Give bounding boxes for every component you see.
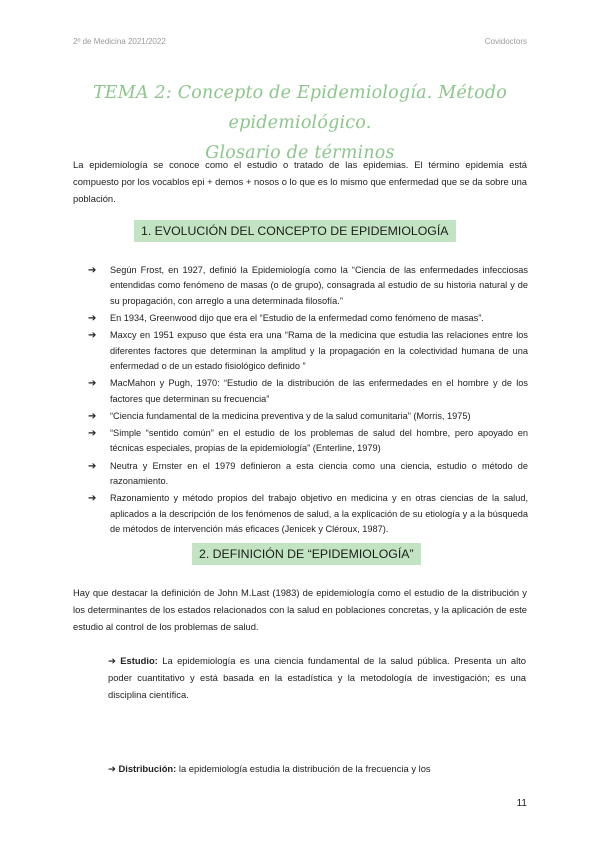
section-2-heading: 2. DEFINICIÓN DE “EPIDEMIOLOGÍA” xyxy=(192,543,421,565)
list-item: ➔ Neutra y Ernster en el 1979 definieron a esta ciencia como una ciencia, estudio o método de razonamiento. xyxy=(88,460,528,487)
section-1-heading: 1. EVOLUCIÓN DEL CONCEPTO DE EPIDEMIOLOGÍA xyxy=(134,220,456,242)
arrow-right-icon: ➔ xyxy=(88,410,97,422)
estudio-label: Estudio: xyxy=(120,655,158,666)
arrow-right-icon: ➔ xyxy=(88,313,97,325)
estudio-item xyxy=(108,652,526,703)
list-item: ➔ MacMahon y Pugh, 1970: “Estudio de la distribución de las enfermedades en el hombre y de los factores que determinan su frecuencia” xyxy=(88,378,528,404)
last-definition-paragraph: Hay que destacar la definición de John M.Last (1983) de epidemiología como el estudio de la distribución y los determinantes de los estados relacionados con la salud en poblaciones concretas, y la aplicación de este estudio al control de los problemas de salud. xyxy=(73,587,527,632)
header-course: 2º de Medicina 2021/2022 xyxy=(73,37,166,46)
arrow-right-icon: ➔ xyxy=(88,265,97,276)
title-line-1: TEMA 2: Concepto de Epidemiología. Método epidemiológico. xyxy=(92,83,508,133)
distribucion-text: la epidemiología estudia la distribución de la frecuencia y los xyxy=(176,763,431,774)
arrow-right-icon: ➔ xyxy=(108,763,119,774)
header-author: Covidoctors xyxy=(484,37,527,46)
list-item: ➔ Según Frost, en 1927, definió la Epidemiología como la “Ciencia de las enfermedades infecciosas entendidas como fenómeno de masas (o de grupo), consagrada al estudio de su historia natural y de su propagación, con arreglo a una determinada filosofía.” xyxy=(88,265,528,306)
arrow-right-icon: ➔ xyxy=(88,428,97,440)
list-item: ➔ “Ciencia fundamental de la medicina preventiva y de la salud comunitaria” (Morris, 1975) xyxy=(88,409,528,424)
list-item: ➔ En 1934, Greenwood dijo que era el “Estudio de la enfermedad como fenómeno de masas”. xyxy=(88,311,528,326)
page-number: 11 xyxy=(516,798,527,809)
distribucion-item xyxy=(108,760,526,777)
intro-paragraph: La epidemiología se conoce como el estudio o tratado de las epidemias. El término epidemia está compuesto por los vocablos epi + demos + nosos o lo que es lo mismo que enfermedad que se da sobre una población. xyxy=(73,159,527,204)
list-item: ➔ Razonamiento y método propios del trabajo objetivo en medicina y en otras ciencias de la salud, aplicados a la descripción de los fenómenos de salud, a la explicación de su etiología y a la búsqueda de métodos de intervención más eficaces (Jenicek y Cléroux, 1987). xyxy=(88,493,528,535)
definitions-list xyxy=(88,263,528,539)
title-line-2: Glosario de términos xyxy=(205,143,395,163)
list-item: ➔ Maxcy en 1951 expuso que ésta era una “Rama de la medicina que estudia las relaciones entre los diferentes factores que determinan la amplitud y la propagación en la colectividad humana de una enfermedad o de un estado fisiológico definido ” xyxy=(88,330,528,372)
distribucion-label: Distribución: xyxy=(118,763,177,774)
arrow-right-icon: ➔ xyxy=(88,493,97,505)
arrow-right-icon: ➔ xyxy=(108,655,121,666)
list-item: ➔ “Simple “sentido común” en el estudio de los problemas de salud del hombre, pero apoyado en técnicas especiales, propias de la epidemiología” (Enterline, 1979) xyxy=(88,428,528,454)
arrow-right-icon: ➔ xyxy=(88,378,97,390)
arrow-right-icon: ➔ xyxy=(88,330,97,342)
estudio-text: La epidemiología es una ciencia fundamental de la salud pública. Presenta un alto poder cuantitativo y está basada en la estadística y la metodología de investigación; es una disciplina científica. xyxy=(108,655,526,700)
arrow-right-icon: ➔ xyxy=(88,460,97,472)
page-title xyxy=(60,78,540,168)
